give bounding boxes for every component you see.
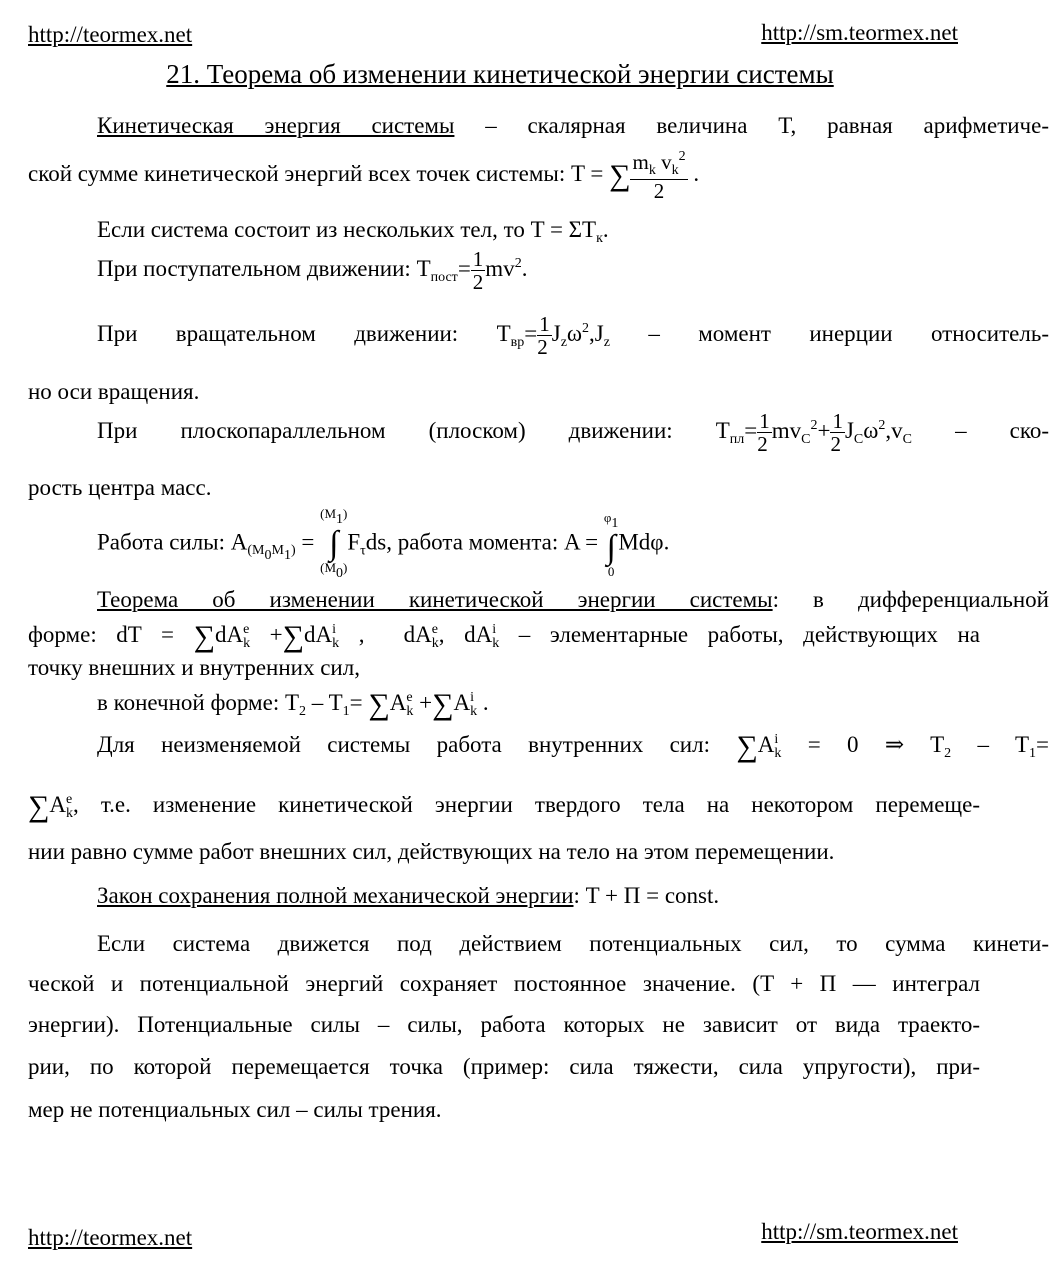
p9-line5: мер не потенциальных сил – силы трения. <box>28 1097 442 1122</box>
p4-line1: При вращательном движении: $T_{вр}=$ $\frac{1}{2}$ $J_z\omega^2,J_z$ – момент инерции относитель- <box>97 312 1049 360</box>
p7-line3: точку внешних и внутренних сил, <box>28 655 360 680</box>
p1-line1: Кинетическая энергия системы – скалярная величина T, равная арифметиче- <box>97 113 1049 138</box>
p7-line5: Для неизменяемой системы работа внутренних сил: ∑A i k = 0 ⇒ $T_2 - T_1=$ <box>97 730 1049 763</box>
p7-line6: ∑A e k , т.е. изменение кинетической энергии твердого тела на некотором перемеще- <box>28 790 980 823</box>
p7-line7: нии равно сумме работ внешних сил, действующих на тело на этом перемещении. <box>28 839 835 864</box>
p6-line: Работа силы: $A_{(M_0M_1)}$ = $(M_1)$ ∫ $(M_0)$ $F_\tau ds$, работа момента: A = $\varphi_1$ ∫ 0 Mdφ. <box>97 506 670 581</box>
p5-line2: рость центра масс. <box>28 475 212 500</box>
page-title: 21. Теорема об изменении кинетической энергии системы <box>166 59 834 89</box>
header-right-link[interactable]: http://sm.teormex.net <box>761 20 958 45</box>
p9-line3: энергии). Потенциальные силы – силы, работа которых не зависит от вида траекто- <box>28 1012 980 1037</box>
p9-line4: рии, по которой перемещается точка (пример: сила тяжести, сила упругости), при- <box>28 1054 980 1079</box>
header-left-link[interactable]: http://teormex.net <box>28 22 193 47</box>
p7-line2: форме: dT = ∑dA e k +∑dA i k , dA e k , dA i k – элементарные работы, действующих на <box>28 620 980 653</box>
p4-line2: но оси вращения. <box>28 379 200 404</box>
kinetic-fraction: $\frac{m_k v_k^2}{2}$ <box>632 149 686 203</box>
p9-line2: ческой и потенциальной энергий сохраняет постоянное значение. (T + П — интеграл <box>28 971 980 996</box>
p7-line1: Теорема об изменении кинетической энергии системы: в дифференциальной <box>97 587 1049 612</box>
footer-left-link[interactable]: http://teormex.net <box>28 1225 193 1250</box>
p1-line2: ской сумме кинетической энергий всех точек системы: T = ∑ $\frac{m_k v_k^2}{2}$ . <box>28 149 700 203</box>
p7-line4: в конечной форме: $T_2 - T_1= \sum A$ e k +∑A i k . <box>97 688 489 721</box>
p8-line: Закон сохранения полной механической энергии: T + П = const. <box>97 883 720 908</box>
p5-line1: При плоскопараллельном (плоском) движении: $T_{пл}=$ $\frac{1}{2}$ $mv_C^2+$ $\frac{1}{2}$ $J_C\omega^2,v_C - ско-$ <box>97 409 1049 457</box>
p3-line: При поступательном движении: $T_{пост}=$ $\frac{1}{2}$ $mv^2$. <box>97 247 528 295</box>
p2-line: Если система состоит из нескольких тел, то $T = \Sigma T_к$. <box>97 217 609 246</box>
p9-line1: Если система движется под действием потенциальных сил, то сумма кинети- <box>97 931 1049 956</box>
footer-right-link[interactable]: http://sm.teormex.net <box>761 1219 958 1244</box>
